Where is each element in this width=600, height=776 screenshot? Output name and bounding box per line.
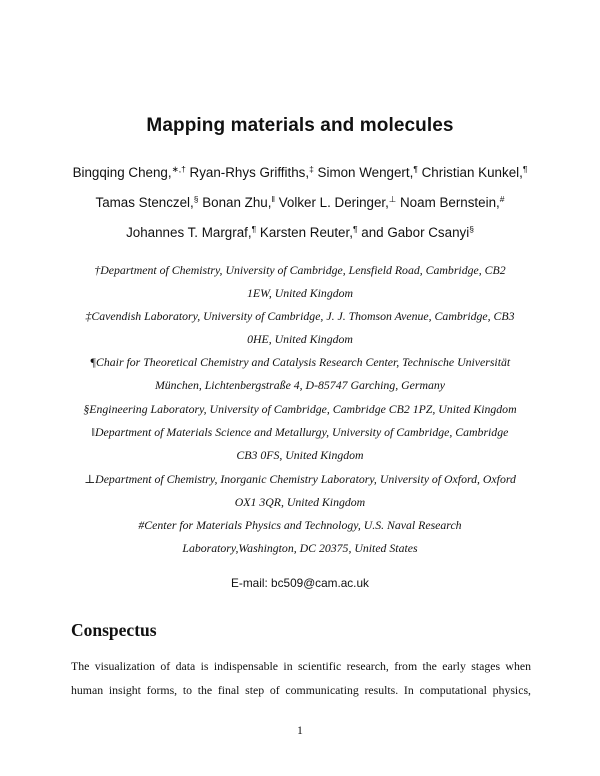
author-name: Noam Bernstein, [396,195,500,210]
affiliation-line: OX1 3QR, United Kingdom [234,495,366,509]
author-affil-mark: ¶ [522,164,528,174]
affiliation-line: Laboratory,Washington, DC 20375, United States [182,541,418,555]
affiliation-line: §Engineering Laboratory, University of Cambridge, Cambridge CB2 1PZ, United Kingdom [83,402,517,416]
author-name: Volker L. Deringer, [274,195,389,210]
contact-email [0,576,600,590]
affiliation-line: CB3 0FS, United Kingdom [236,448,364,462]
author-affil-mark: ¶ [352,224,358,234]
email-label: E-mail: [231,576,268,590]
author-name: Karsten Reuter, [256,225,353,240]
author-name: Ryan-Rhys Griffiths, [185,165,310,180]
author-affil-mark: ‖ [271,194,275,204]
author-name: Simon Wengert, [313,165,414,180]
affiliation-line: †Department of Chemistry, University of Cambridge, Lensfield Road, Cambridge, CB2 [94,263,506,277]
author-affil-mark: § [193,194,199,204]
author-affil-mark: ‡ [309,164,314,174]
author-affil-mark: # [499,194,505,204]
author-name: Christian Kunkel, [417,165,523,180]
author-name: Johannes T. Margraf, [126,225,252,240]
author-affil-mark: ¶ [413,164,418,174]
author-affil-mark: ¶ [251,224,257,234]
body-text-line: The visualization of data is indispensable in scientific research, from the early stages when [71,659,531,673]
body-text-line: human insight forms, to the final step of communicating results. In computational physics, [71,683,531,697]
author-affil-mark: § [469,224,474,234]
section-heading-conspectus: Conspectus [71,620,157,640]
affiliation-line: ‡Cavendish Laboratory, University of Cambridge, J. J. Thomson Avenue, Cambridge, CB3 [85,309,515,323]
author-name: Bingqing Cheng, [72,165,172,180]
author-line-2 [0,195,600,210]
author-name: Bonan Zhu, [198,195,272,210]
author-affil-mark: ∗,† [171,164,186,174]
affiliation-line: ⊥Department of Chemistry, Inorganic Chemistry Laboratory, University of Oxford, Oxford [84,472,516,486]
paper-title: Mapping materials and molecules [146,115,454,136]
author-line-3 [0,225,600,240]
email-address[interactable]: bc509@cam.ac.uk [271,576,369,590]
affiliation-line: 1EW, United Kingdom [246,286,354,300]
author-name: Tamas Stenczel, [95,195,194,210]
page-number: 1 [297,723,303,737]
author-affil-mark: ⊥ [388,194,397,204]
affiliation-line: 0HE, United Kingdom [247,332,353,346]
affiliation-line: #Center for Materials Physics and Technology, U.S. Naval Research [138,518,462,532]
affiliation-line: München, Lichtenbergstraße 4, D-85747 Garching, Germany [154,378,446,392]
author-name: and Gabor Csanyi [357,225,470,240]
affiliation-line: ‖Department of Materials Science and Metallurgy, University of Cambridge, Cambridge [91,425,509,439]
author-line-1 [0,165,600,180]
affiliation-line: ¶Chair for Theoretical Chemistry and Catalysis Research Center, Technische Universität [89,355,511,369]
